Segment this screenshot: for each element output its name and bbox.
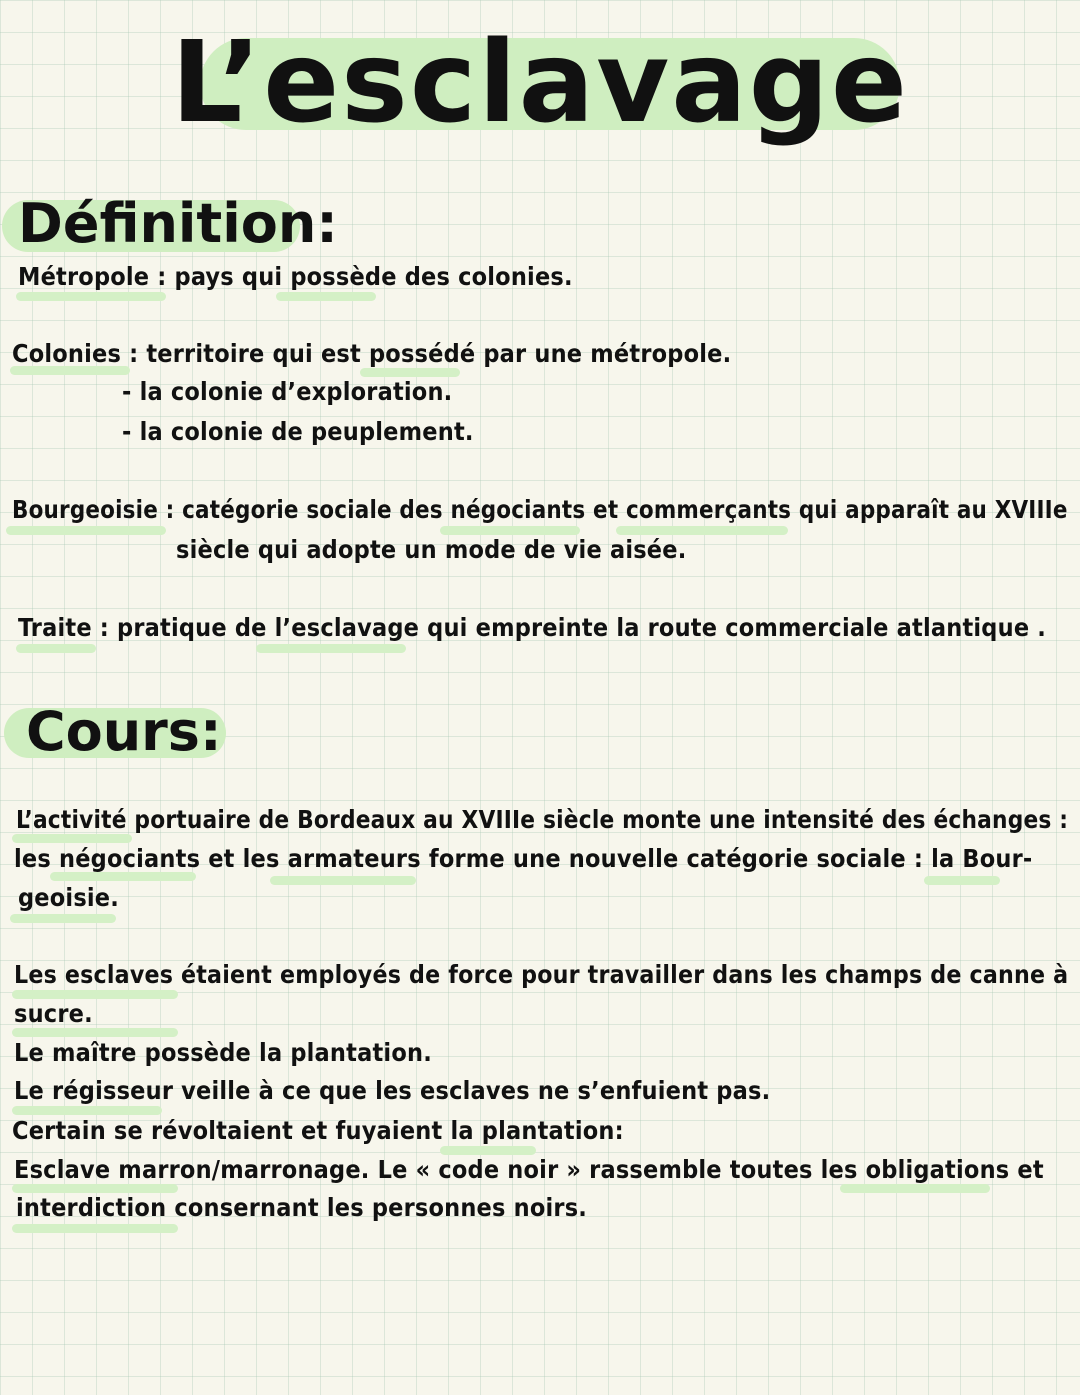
highlight-stroke [440,1146,536,1155]
highlight-stroke [840,1184,990,1193]
highlight-stroke [6,526,166,535]
cours-heading: Cours: [26,700,222,763]
definition-line: - la colonie d’exploration. [122,377,453,406]
cours-line: sucre. [14,999,93,1028]
highlight-stroke [12,1106,162,1115]
cours-line: les négociants et les armateurs forme une nouvelle catégorie sociale : la Bour- [14,844,1033,873]
cours-line: Le régisseur veille à ce que les esclaves ne s’enfuient pas. [14,1076,771,1105]
highlight-stroke [12,990,178,999]
cours-line: Esclave marron/marronage. Le « code noir » rassemble toutes les obligations et [14,1155,1044,1184]
definition-line: Bourgeoisie : catégorie sociale des négociants et commerçants qui apparaît au XVIIIe [12,495,1068,524]
definition-line: siècle qui adopte un mode de vie aisée. [176,535,687,564]
highlight-stroke [440,526,580,535]
definition-line: Colonies : territoire qui est possédé par une métropole. [12,339,732,368]
highlight-stroke [12,1224,178,1233]
highlight-stroke [12,1028,178,1037]
cours-line: interdiction consernant les personnes noirs. [16,1193,588,1222]
highlight-stroke [12,834,132,843]
highlight-stroke [16,292,166,301]
cours-line: L’activité portuaire de Bordeaux au XVIIIe siècle monte une intensité des échanges : [16,805,1069,834]
highlight-stroke [256,644,406,653]
cours-line: Certain se révoltaient et fuyaient la plantation: [12,1116,624,1145]
page-title: L’esclavage [171,18,909,148]
highlight-stroke [924,876,1000,885]
highlight-stroke [12,1184,178,1193]
definition-line: - la colonie de peuplement. [122,417,474,446]
highlight-stroke [16,644,96,653]
definition-line: Métropole : pays qui possède des colonies. [18,262,573,291]
highlight-stroke [360,368,460,377]
highlight-stroke [270,876,416,885]
highlight-stroke [50,872,196,881]
highlight-stroke [276,292,376,301]
cours-line: geoisie. [18,883,120,912]
highlight-stroke [10,914,116,923]
cours-line: Les esclaves étaient employés de force pour travailler dans les champs de canne à [14,960,1069,989]
cours-line: Le maître possède la plantation. [14,1038,432,1067]
definition-line: Traite : pratique de l’esclavage qui empreinte la route commerciale atlantique . [18,613,1047,642]
highlight-stroke [616,526,788,535]
definition-heading: Définition: [18,192,338,255]
